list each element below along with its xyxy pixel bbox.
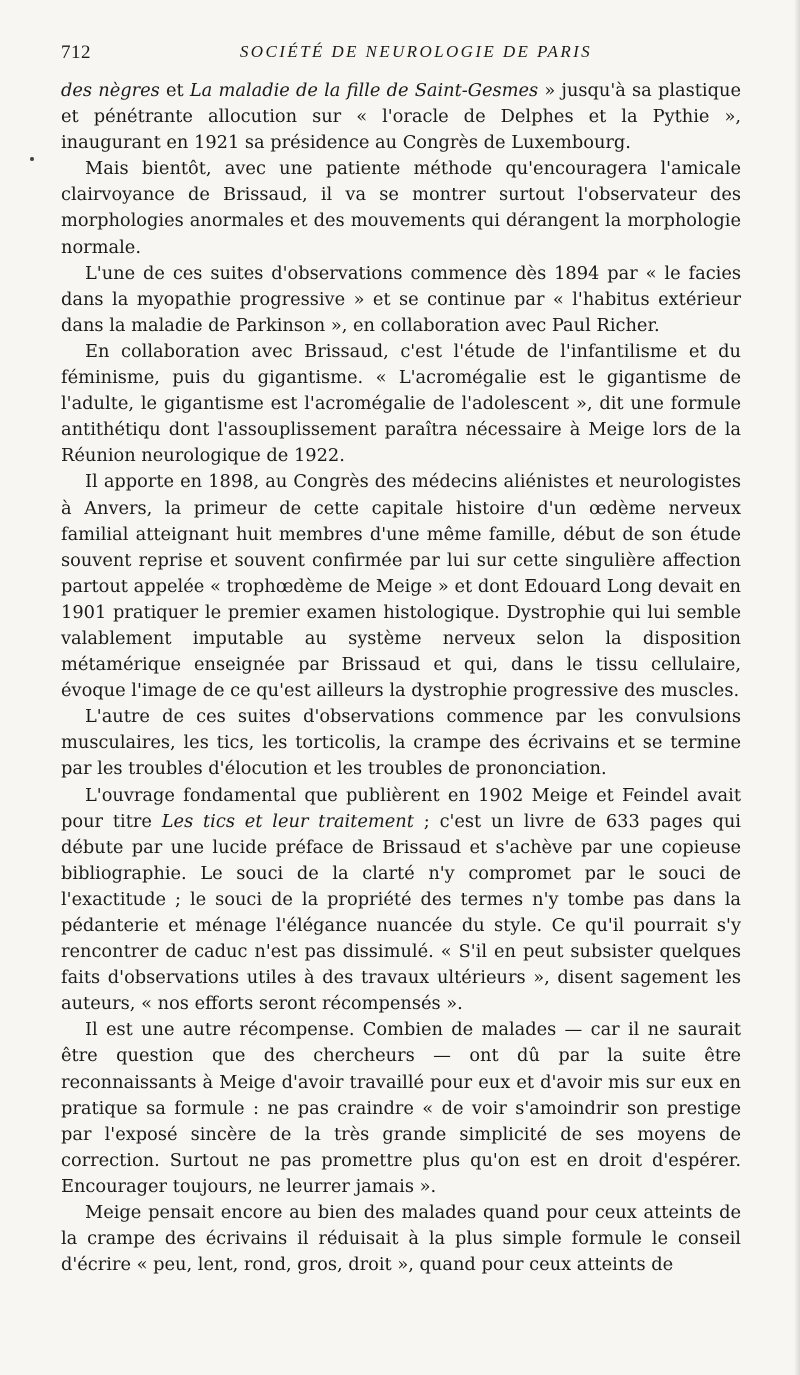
page-edge-shadow	[794, 0, 800, 1375]
title-italic: La maladie de la fille de Saint-Gesmes	[189, 80, 539, 101]
paragraph-7	[61, 783, 741, 1018]
paragraph-text: » jusqu'à sa plastique et pénétrante allocution sur « l'oracle de Delphes et la Pythie », inaugurant en 1921 sa présidence au Congrès de Luxembourg.	[61, 80, 741, 154]
body-text	[61, 78, 741, 1278]
margin-mark	[30, 157, 34, 161]
running-title: SOCIÉTÉ DE NEUROLOGIE DE PARIS	[239, 42, 593, 61]
page-header	[61, 42, 741, 72]
paragraph-3: L'une de ces suites d'observations commence dès 1894 par « le facies dans la myopathie progressive » et se continue par « l'habitus extérieur dans la maladie de Parkinson », en collaboration avec Paul Richer.	[61, 262, 741, 336]
title-italic: des nègres	[61, 80, 160, 101]
paragraph-1	[61, 78, 741, 156]
paragraph-4: En collaboration avec Brissaud, c'est l'étude de l'infantilisme et du féminisme, puis du gigantisme. « L'acromégalie est le gigantisme de l'adulte, le gigantisme est l'acromégalie de l'adolescent », dit une formule antithétiqu dont l'assouplissement paraîtra nécessaire à Meige lors de la Réunion neurologique de 1922.	[61, 340, 741, 467]
paragraph-2: Mais bientôt, avec une patiente méthode qu'encouragera l'amicale clairvoyance de Brissaud, il va se montrer surtout l'observateur des morphologies anormales et des mouvements qui dérangent la morphologie normale.	[61, 158, 741, 258]
paragraph-text: L'ouvrage fondamental que publièrent en 1902 Meige et Feindel avait pour titre	[61, 784, 741, 832]
paragraph-8: Il est une autre récompense. Combien de malades — car il ne saurait être question que des chercheurs — ont dû par la suite être reconnaissants à Meige d'avoir travaillé pour eux et d'avoir mis sur eux en pratique sa formule : ne pas craindre « de voir s'amoindrir son prestige par l'exposé sincère de la très grande simplicité de ses moyens de correction. Surtout ne pas promettre plus qu'on est en droit d'espérer. Encourager toujours, ne leurrer jamais ».	[61, 1019, 741, 1197]
paragraph-6: L'autre de ces suites d'observations commence par les convulsions musculaires, les tics, les torticolis, la crampe des écrivains et se termine par les troubles d'élocution et les troubles de prononciation.	[61, 706, 741, 780]
page-number: 712	[61, 42, 91, 63]
paragraph-5: Il apporte en 1898, au Congrès des médecins aliénistes et neurologistes à Anvers, la primeur de cette capitale histoire d'un œdème nerveux familial atteignant huit membres d'une même famille, début de son étude souvent reprise et souvent confirmée par lui sur cette singulière affection partout appelée « trophœdème de Meige » et dont Edouard Long devait en 1901 pratiquer le premier examen histologique. Dystrophie qui lui semble valablement imputable au système nerveux selon la disposition métamérique enseignée par Brissaud et qui, dans le tissu cellulaire, évoque l'image de ce qu'est ailleurs la dystrophie progressive des muscles.	[61, 471, 741, 702]
paragraph-9: Meige pensait encore au bien des malades quand pour ceux atteints de la crampe des écrivains il réduisait à la plus simple formule le conseil d'écrire « peu, lent, rond, gros, droit », quand pour ceux atteints de	[61, 1202, 741, 1276]
book-title-italic: Les tics et leur traitement	[161, 810, 414, 832]
paragraph-text: et	[159, 80, 190, 101]
paragraph-text: ; c'est un livre de 633 pages qui débute par une lucide préface de Brissaud et s'achève par une copieuse bibliographie. Le souci de la clarté n'y compromet par le souci de l'exactitude ; le souci de la propriété des termes n'y tombe pas dans la pédanterie et ménage l'élégance nuancée du style. Ce qu'il pourrait s'y rencontrer de caduc n'est pas dissimulé. « S'il en peut subsister quelques faits d'observations utiles à des travaux ultérieurs », disent sagement les auteurs, « nos efforts seront récompensés ».	[61, 810, 741, 1015]
